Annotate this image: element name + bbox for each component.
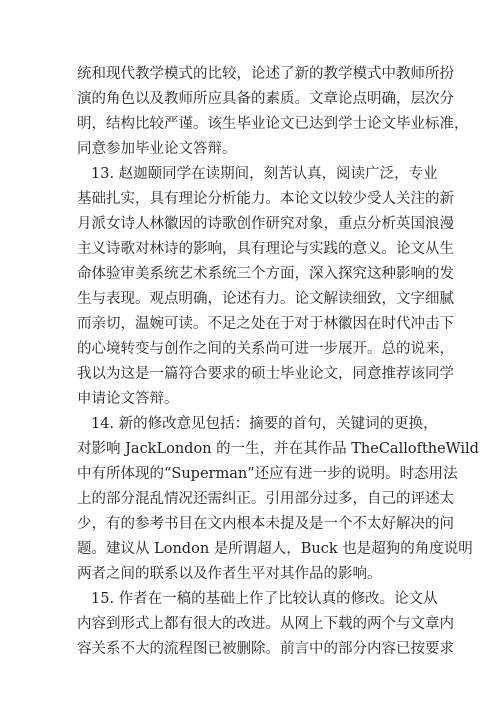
text-line: 我以为这是一篇符合要求的硕士毕业论文，同意推荐该同学	[77, 366, 454, 382]
text-line: 中有所体现的“Superman”还应有进一步的说明。时态用法	[77, 466, 458, 482]
text-line: 14. 新的修改意见包括：摘要的首句，关键词的更换，	[91, 416, 438, 432]
text-line: 统和现代教学模式的比较，论述了新的教学模式中教师所扮	[77, 66, 454, 82]
text-line: 13. 赵迦颐同学在读期间，刻苦认真，阅读广泛，专业	[91, 166, 438, 182]
text-line: 同意参加毕业论文答辩。	[77, 141, 237, 157]
text-line: 而亲切，温婉可读。不足之处在于对于林徽因在时代冲击下	[77, 316, 454, 332]
text-line: 容关系不大的流程图已被删除。前言中的部分内容已按要求	[77, 641, 454, 657]
text-line: 的心境转变与创作之间的关系尚可进一步展开。总的说来，	[77, 341, 454, 357]
text-line: 生与表现。观点明确，论述有力。论文解读细致，文字细腻	[77, 291, 454, 307]
text-line: 演的角色以及教师所应具备的素质。文章论点明确，层次分	[77, 91, 454, 107]
text-line: 内容到形式上都有很大的改进。从网上下载的两个与文章内	[77, 616, 454, 632]
text-line: 两者之间的联系以及作者生平对其作品的影响。	[77, 566, 382, 582]
text-line: 申请论文答辩。	[77, 391, 179, 407]
text-line: 上的部分混乱情况还需纠正。引用部分过多，自己的评述太	[77, 491, 454, 507]
text-line: 主义诗歌对林诗的影响，具有理论与实践的意义。论文从生	[77, 241, 454, 257]
text-line: 题。建议从 London 是所谓超人，Buck 也是超狗的角度说明	[77, 541, 473, 557]
text-line: 对影响 JackLondon 的一生，并在其作品 TheCalloftheWild	[77, 441, 479, 457]
text-line: 月派女诗人林徽因的诗歌创作研究对象，重点分析英国浪漫	[77, 216, 454, 232]
text-line: 命体验审美系统艺术系统三个方面，深入探究这种影响的发	[77, 266, 454, 282]
text-line: 15. 作者在一稿的基础上作了比较认真的修改。论文从	[91, 591, 438, 607]
text-line: 明，结构比较严谨。该生毕业论文已达到学士论文毕业标准，	[77, 116, 469, 132]
text-line: 基础扎实，具有理论分析能力。本论文以较少受人关注的新	[77, 191, 454, 207]
document-page	[77, 62, 479, 662]
text-line: 少，有的参考书目在文内根本未提及是一个不太好解决的问	[77, 516, 454, 532]
